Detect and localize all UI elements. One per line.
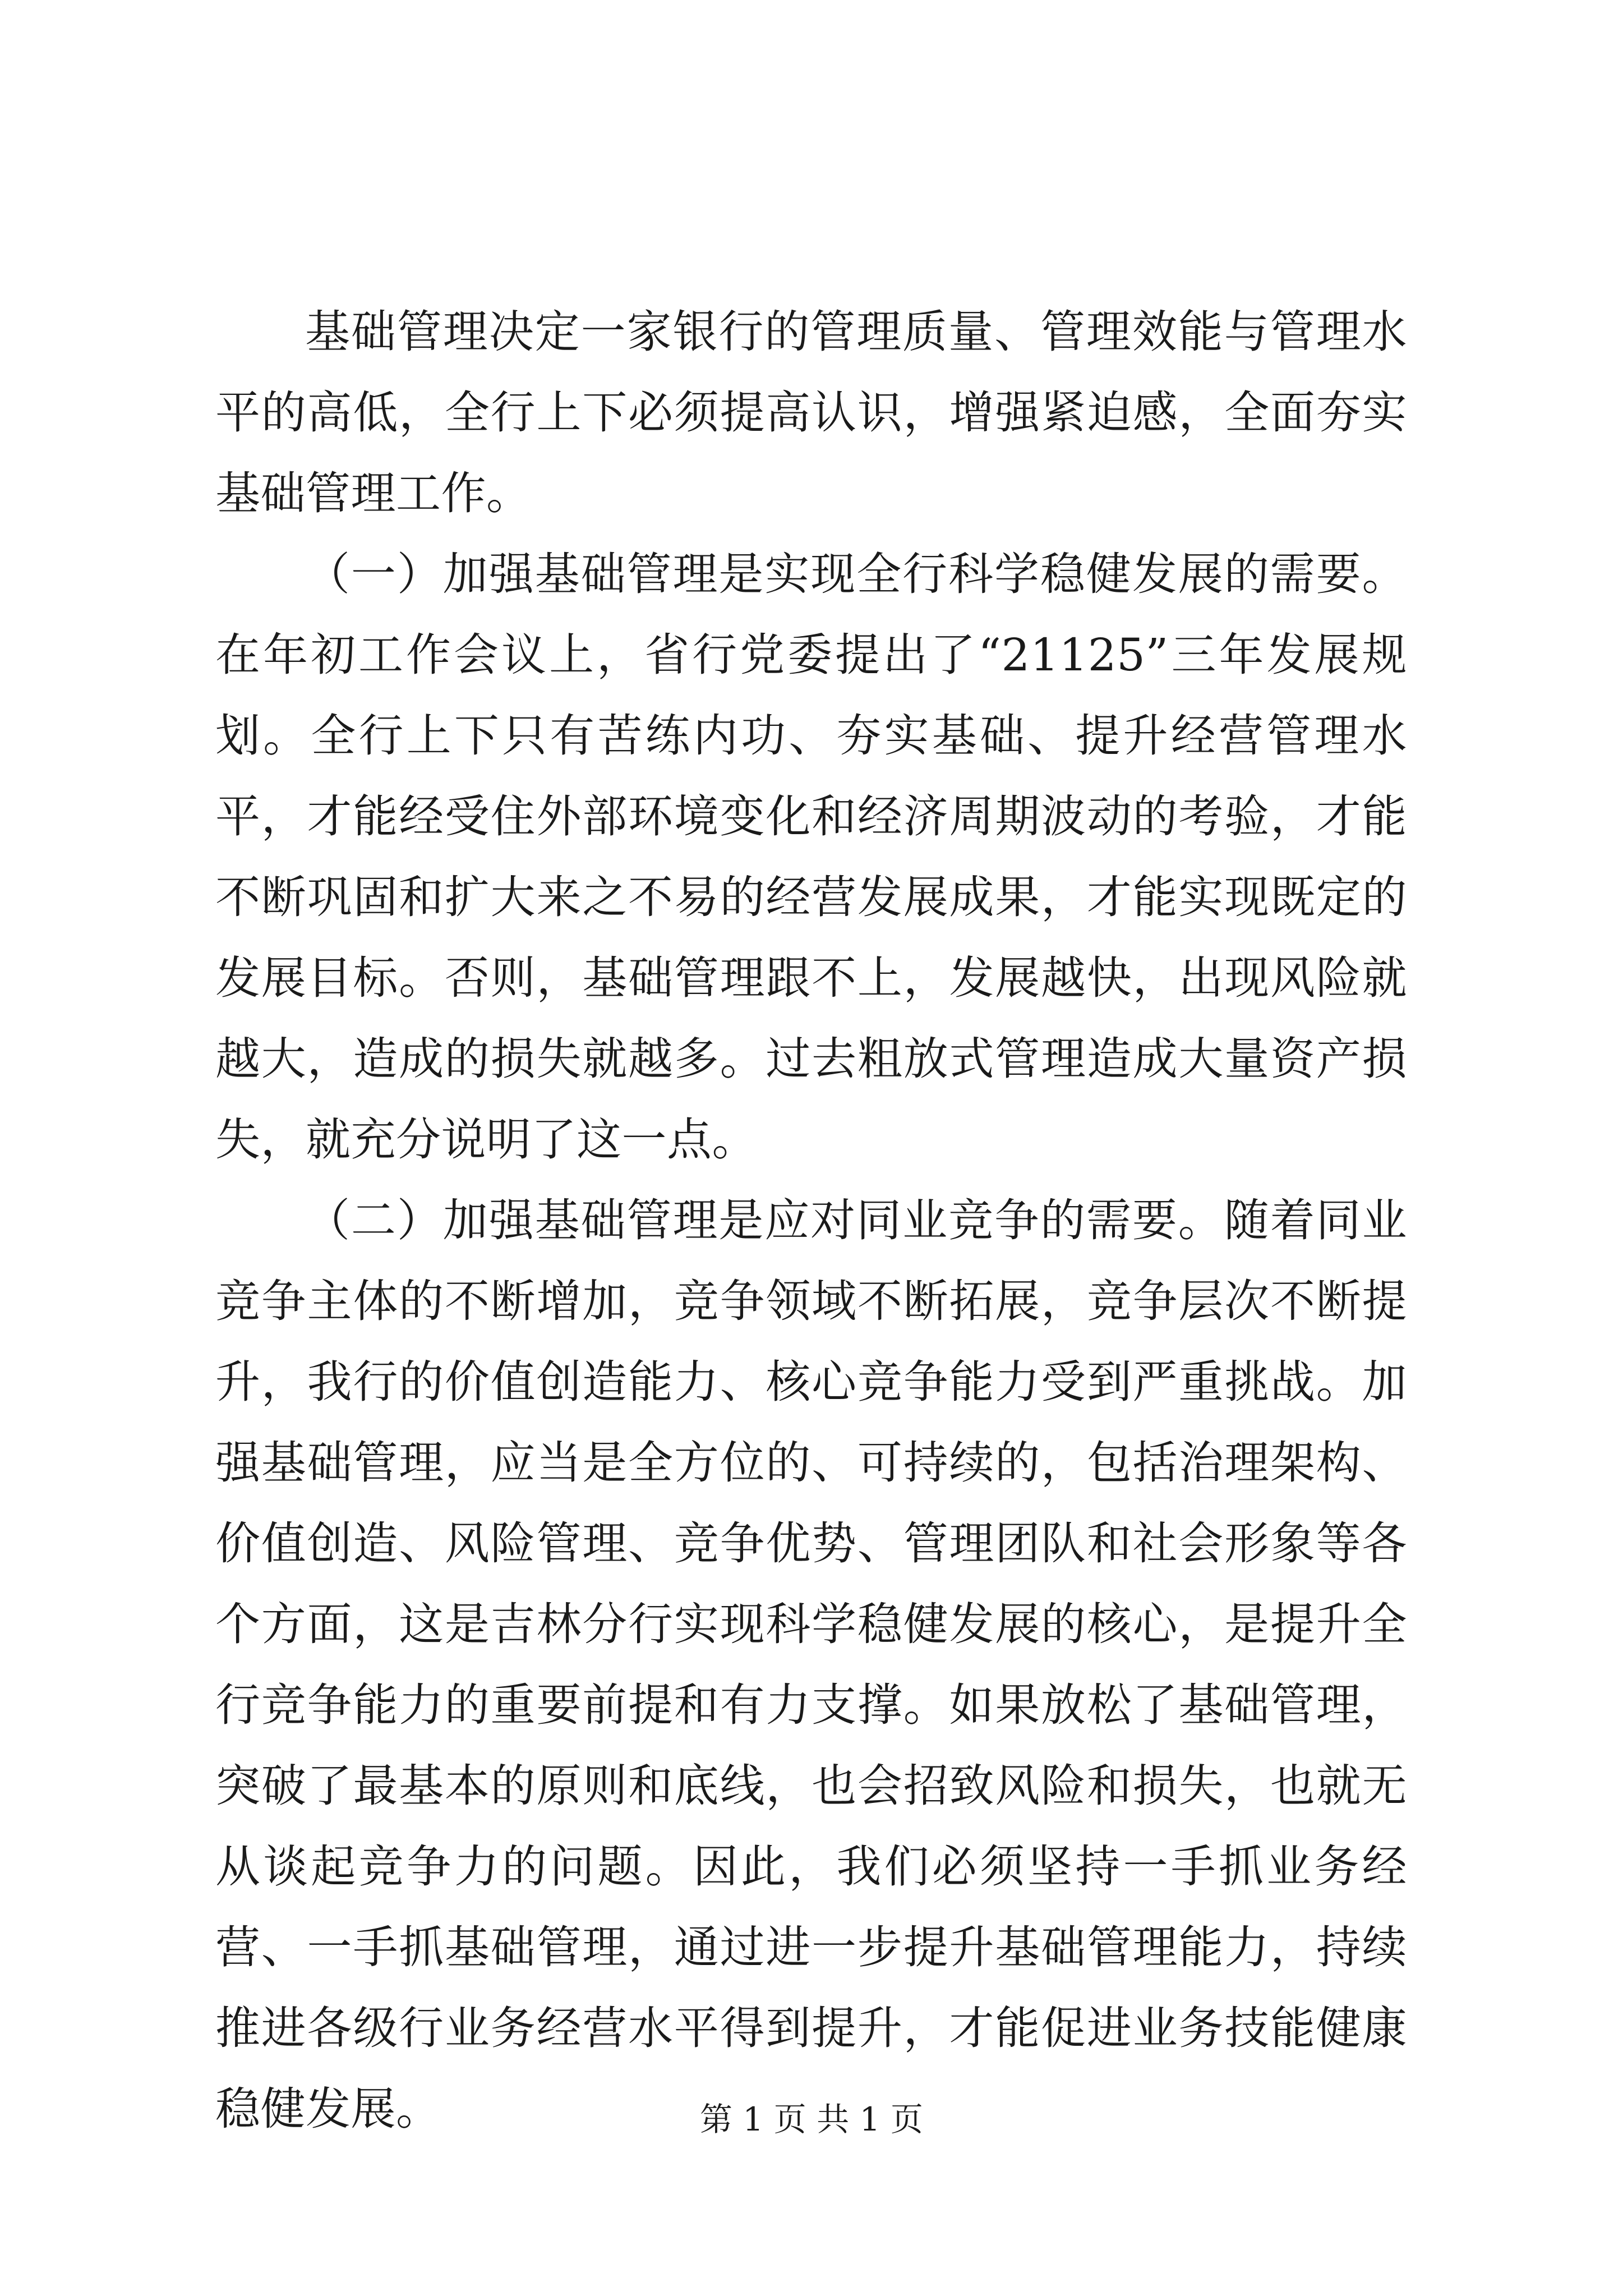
paragraph-intro: 基础管理决定一家银行的管理质量、管理效能与管理水平的高低，全行上下必须提高认识，增强紧迫感，全面夯实基础管理工作。 [215,306,1407,519]
document-body [215,292,1407,2150]
paragraph-section-1: （一）加强基础管理是实现全行科学稳健发展的需要。在年初工作会议上，省行党委提出了“21125”三年发展规划。全行上下只有苦练内功、夯实基础、提升经营管理水平，才能经受住外部环境变化和经济周期波动的考验，才能不断巩固和扩大来之不易的经营发展成果，才能实现既定的发展目标。否则，基础管理跟不上，发展越快，出现风险就越大，造成的损失就越多。过去粗放式管理造成大量资产损失，就充分说明了这一点。 [215,548,1407,1166]
page-number-footer: 第 1 页 共 1 页 [700,2100,923,2138]
paragraph-section-2: （二）加强基础管理是应对同业竞争的需要。随着同业竞争主体的不断增加，竞争领域不断拓展，竞争层次不断提升，我行的价值创造能力、核心竞争能力受到严重挑战。加强基础管理，应当是全方位的、可持续的，包括治理架构、价值创造、风险管理、竞争优势、管理团队和社会形象等各个方面，这是吉林分行实现科学稳健发展的核心，是提升全行竞争能力的重要前提和有力支撑。如果放松了基础管理，突破了最基本的原则和底线，也会招致风险和损失，也就无从谈起竞争力的问题。因此，我们必须坚持一手抓业务经营、一手抓基础管理，通过进一步提升基础管理能力，持续推进各级行业务经营水平得到提升，才能促进业务技能健康稳健发展。 [215,1194,1407,2135]
